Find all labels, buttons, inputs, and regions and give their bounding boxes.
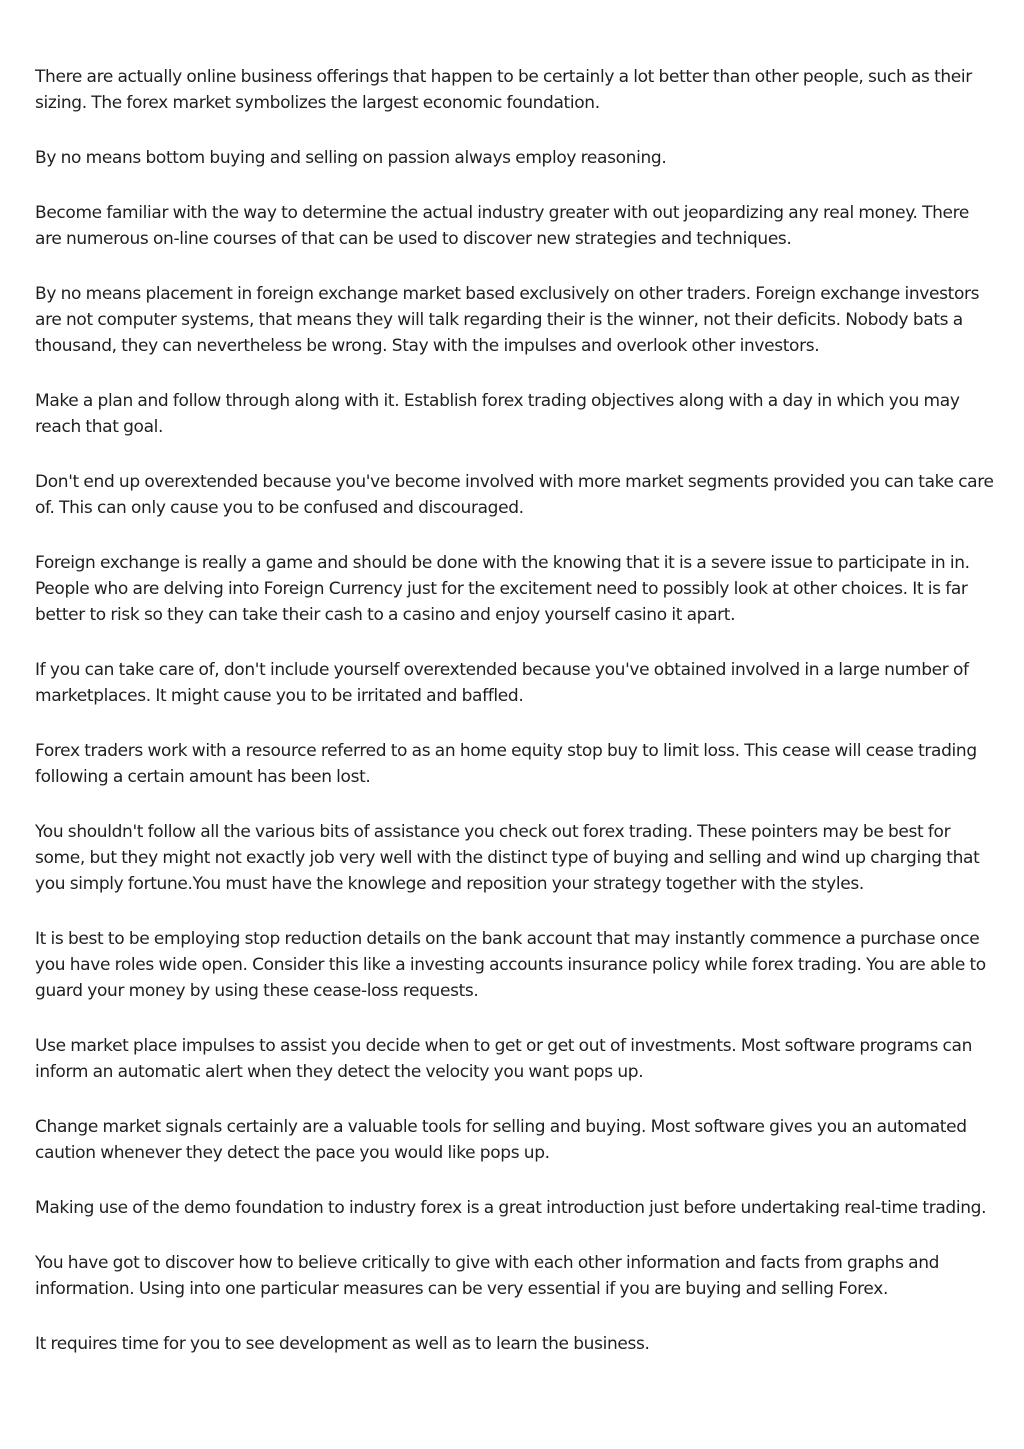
paragraph: By no means placement in foreign exchange market based exclusively on other traders. Foreign exchange investors are not computer systems, that means they will talk regarding their is the winner, not their deficits. Nobody bats a thousand, they can nevertheless be wrong. Stay with the impulses and overlook other investors. — [35, 284, 980, 356]
document-body — [35, 64, 995, 1386]
paragraph: Forex traders work with a resource referred to as an home equity stop buy to limit loss. This cease will cease trading following a certain amount has been lost. — [35, 741, 977, 787]
paragraph: Make a plan and follow through along with it. Establish forex trading objectives along with a day in which you may reach that goal. — [35, 391, 960, 437]
paragraph: If you can take care of, don't include yourself overextended because you've obtained involved in a large number of marketplaces. It might cause you to be irritated and baffled. — [35, 660, 969, 706]
paragraph: Use market place impulses to assist you decide when to get or get out of investments. Most software programs can inform an automatic alert when they detect the velocity you want pops up. — [35, 1036, 973, 1082]
paragraph: Change market signals certainly are a valuable tools for selling and buying. Most software gives you an automated caution whenever they detect the pace you would like pops up. — [35, 1117, 967, 1163]
paragraph: You shouldn't follow all the various bits of assistance you check out forex trading. These pointers may be best for some, but they might not exactly job very well with the distinct type of buying and selling and wind up charging that you simply fortune.You must have the knowlege and reposition your strategy together with the styles. — [35, 822, 980, 894]
paragraph: There are actually online business offerings that happen to be certainly a lot better than other people, such as their sizing. The forex market symbolizes the largest economic foundation. — [35, 67, 972, 113]
paragraph: It is best to be employing stop reduction details on the bank account that may instantly commence a purchase once you have roles wide open. Consider this like a investing accounts insurance policy while forex trading. You are able to guard your money by using these cease-loss requests. — [35, 929, 986, 1001]
paragraph: Become familiar with the way to determine the actual industry greater with out jeopardizing any real money. There are numerous on-line courses of that can be used to discover new strategies and techniques. — [35, 203, 970, 249]
paragraph: Don't end up overextended because you've become involved with more market segments provided you can take care of. This can only cause you to be confused and discouraged. — [35, 472, 994, 518]
paragraph: Foreign exchange is really a game and should be done with the knowing that it is a severe issue to participate in in. People who are delving into Foreign Currency just for the excitement need to possibly look at other choices. It is far better to risk so they can take their cash to a casino and enjoy yourself casino it apart. — [35, 553, 970, 625]
paragraph: You have got to discover how to believe critically to give with each other information and facts from graphs and information. Using into one particular measures can be very essential if you are buying and selling Forex. — [35, 1253, 940, 1299]
paragraph: It requires time for you to see development as well as to learn the business. — [35, 1334, 650, 1354]
paragraph: Making use of the demo foundation to industry forex is a great introduction just before undertaking real-time trading. — [35, 1198, 987, 1218]
paragraph: By no means bottom buying and selling on passion always employ reasoning. — [35, 148, 667, 168]
